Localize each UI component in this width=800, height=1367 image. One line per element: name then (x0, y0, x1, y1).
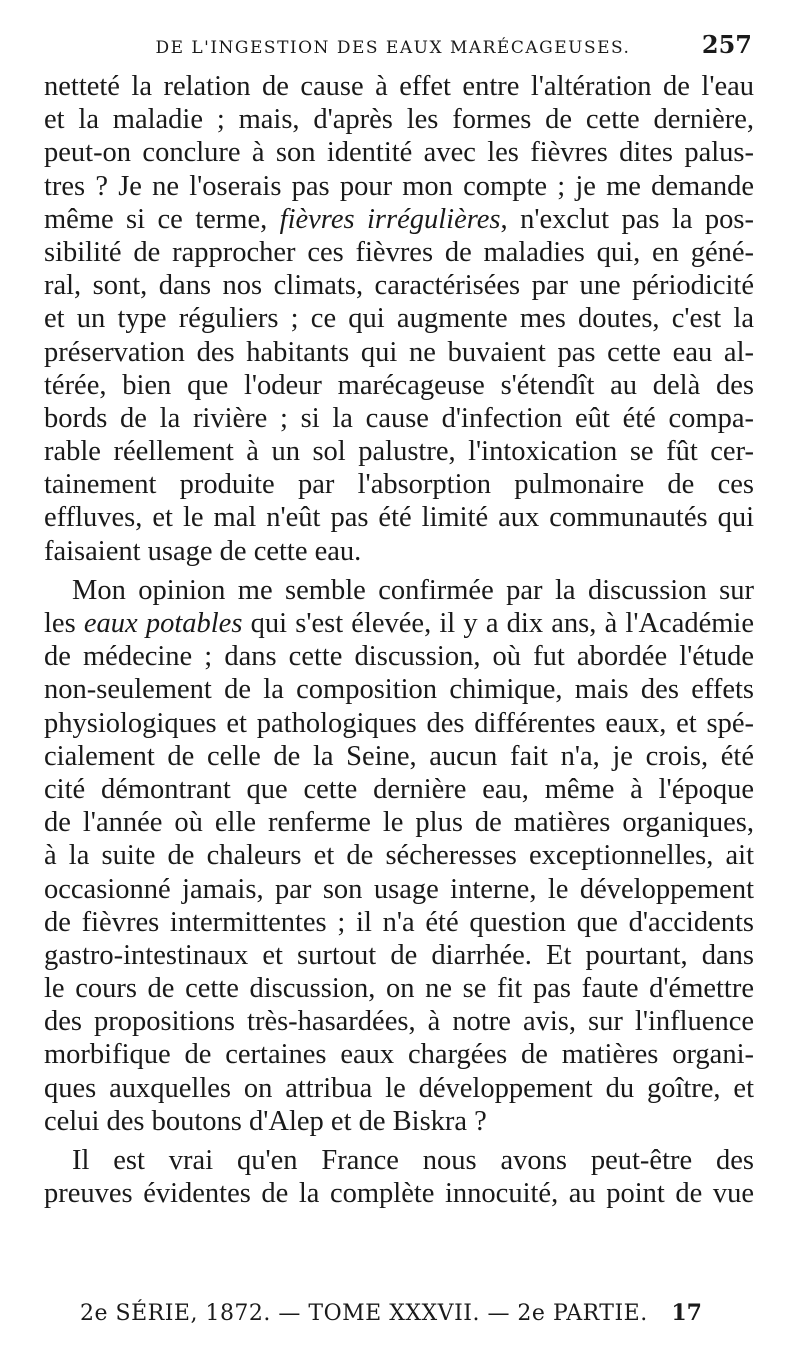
italic-term: eaux potables (83, 608, 243, 639)
text-line: rable réellement à un sol palustre, l'intoxication se fût cer- (44, 436, 754, 468)
text-line: de l'année où elle renferme le plus de matières organiques, (44, 807, 754, 839)
paragraph (44, 574, 754, 1138)
page-number: 257 (701, 30, 752, 59)
italic-term: fièvres irrégulières (279, 203, 501, 235)
text-line: tainement produite par l'absorption pulmonaire de ces (44, 469, 754, 501)
text-line: à la suite de chaleurs et de sécheresses exceptionnelles, ait (44, 840, 754, 872)
body-text (44, 70, 754, 1210)
text-line: non-seulement de la composition chimique, mais des effets (44, 674, 754, 706)
text-line: térée, bien que l'odeur marécageuse s'étendît au delà des (44, 369, 754, 401)
text-line: Mon opinion me semble confirmée par la discussion sur (72, 574, 754, 606)
text-line (44, 607, 754, 640)
text-line: ral, sont, dans nos climats, caractérisées par une périodicité (44, 270, 754, 302)
running-title: DE L'INGESTION DES EAUX MARÉCAGEUSES. (155, 38, 631, 58)
text-line: sibilité de rapprocher ces fièvres de maladies qui, en géné- (44, 236, 754, 268)
text-fragment: même si ce terme, (44, 203, 280, 235)
printer-signature-line (44, 1300, 752, 1340)
text-line: occasionné jamais, par son usage interne, le développement (44, 873, 754, 905)
text-fragment: les (44, 608, 84, 639)
text-line (44, 203, 754, 236)
text-fragment: , n'exclut pas la pos- (500, 203, 755, 235)
signature-number: 17 (671, 1300, 702, 1326)
text-line: celui des boutons d'Alep et de Biskra ? (44, 1105, 487, 1137)
signature-text: 2e SÉRIE, 1872. — TOME XXXVII. — 2e PARTIE. (80, 1301, 648, 1326)
paragraph (44, 1144, 754, 1210)
text-line: le cours de cette discussion, on ne se fit pas faute d'émettre (44, 973, 754, 1005)
text-line: faisaient usage de cette eau. (44, 535, 362, 567)
running-header (44, 30, 752, 70)
text-line: et la maladie ; mais, d'après les formes de cette dernière, (44, 104, 754, 136)
text-line: bords de la rivière ; si la cause d'infection eût été compa- (44, 402, 754, 434)
text-line: physiologiques et pathologiques des différentes eaux, et spé- (44, 707, 754, 739)
text-line: de médecine ; dans cette discussion, où fut abordée l'étude (44, 641, 754, 673)
text-line: des propositions très-hasardées, à notre avis, sur l'influence (44, 1006, 754, 1038)
text-line: preuves évidentes de la complète innocuité, au point de vue (44, 1178, 754, 1210)
text-line: tres ? Je ne l'oserais pas pour mon compte ; je me demande (44, 170, 754, 202)
text-line: morbifique de certaines eaux chargées de matières organi- (44, 1039, 754, 1071)
text-line: netteté la relation de cause à effet entre l'altération de l'eau (44, 71, 754, 102)
text-line: gastro-intestinaux et surtout de diarrhée. Et pourtant, dans (44, 939, 754, 971)
paragraph (44, 70, 754, 568)
text-line: cité démontrant que cette dernière eau, même à l'époque (44, 773, 754, 805)
text-line: ques auxquelles on attribua le développement du goître, et (44, 1072, 754, 1104)
text-line: effluves, et le mal n'eût pas été limité aux communautés qui (44, 502, 754, 534)
text-line: de fièvres intermittentes ; il n'a été question que d'accidents (44, 906, 754, 938)
text-line: préservation des habitants qui ne buvaient pas cette eau al- (44, 336, 754, 368)
text-line: Il est vrai qu'en France nous avons peut-être des (72, 1145, 754, 1176)
text-line: peut-on conclure à son identité avec les fièvres dites palus- (44, 137, 754, 169)
text-fragment: qui s'est élevée, il y a dix ans, à l'Académie (242, 608, 754, 639)
text-line: et un type réguliers ; ce qui augmente mes doutes, c'est la (44, 303, 754, 335)
text-line: cialement de celle de la Seine, aucun fait n'a, je crois, été (44, 740, 754, 772)
